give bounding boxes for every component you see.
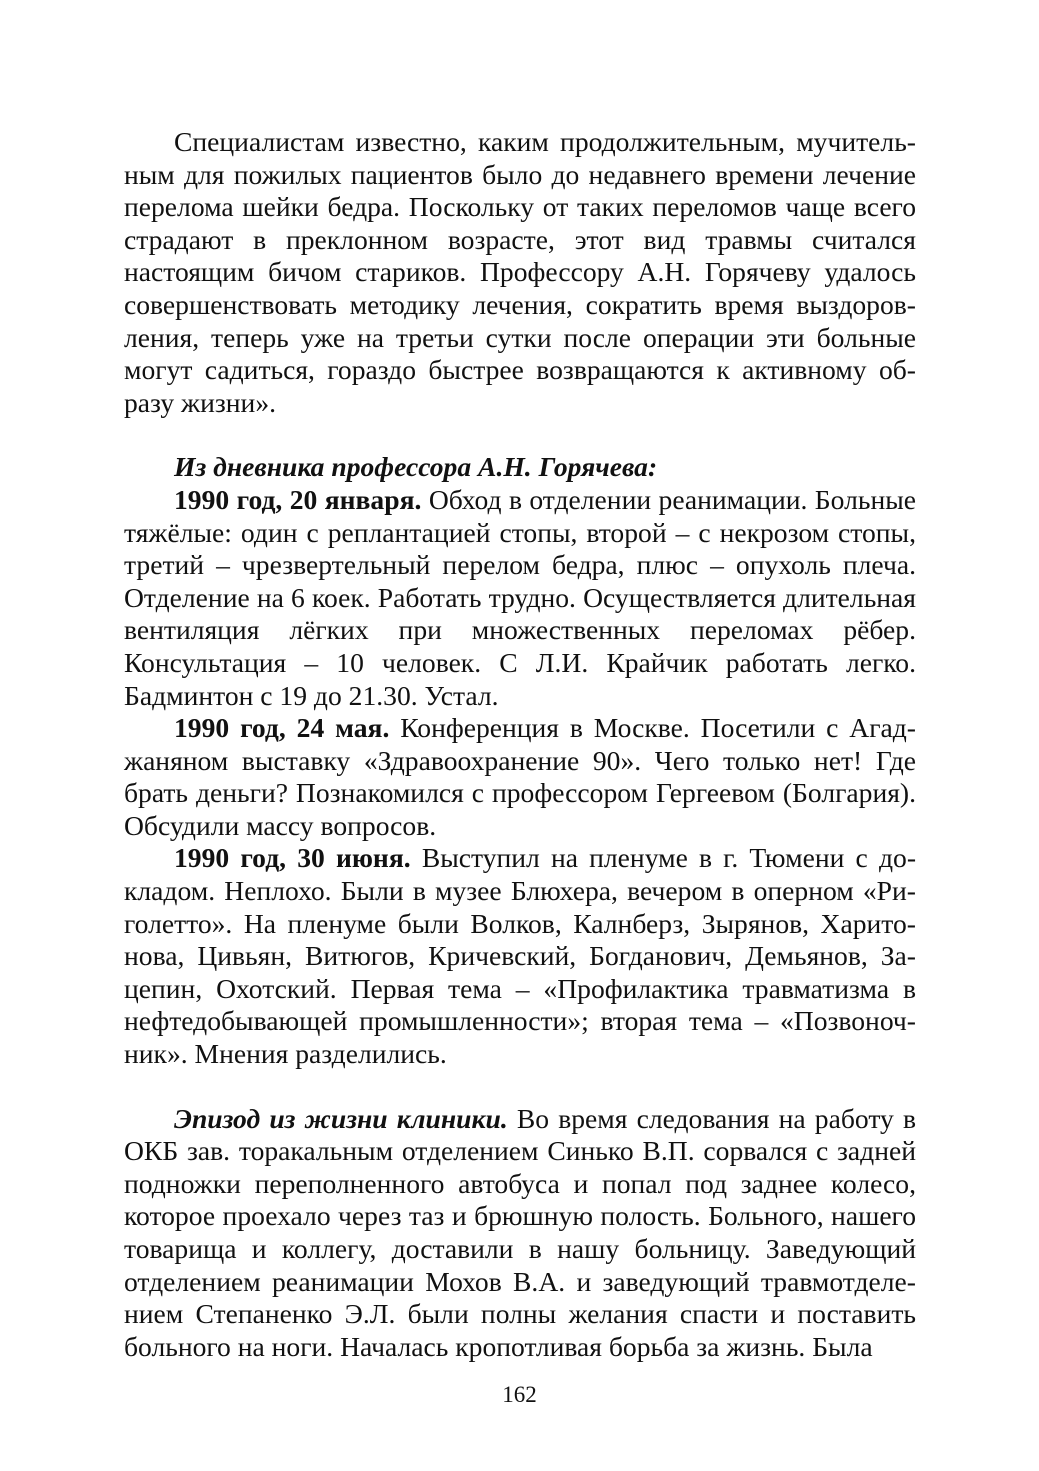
diary-entry-text: Обход в отделении реанимации. Больные тяжёлые: один с реплантацией стопы, второй – с некрозом стопы, третий – чрезвертельный перелом бедра, плюс – опухоль плеча. Отделение на 6 коек. Работать трудно. Осуществляется длительная вентиляция лёгких при множественных переломах рёбер. Консультация – 10 человек. С Л.И. Крайчик работать легко. Бадминтон с 19 до 21.30. Устал. (124, 483, 916, 711)
page-number: 162 (502, 1382, 537, 1407)
diary-entry-text: Выступил на пленуме в г. Тюмени с докладом. Неплохо. Были в музее Блюхера, вечером в оперном «Риголетто». На пленуме были Волков, Калнберз, Зырянов, Харитонова, Цивьян, Витюгов, Кричевский, Богданович, Демьянов, Зацепин, Охотский. Первая тема – «Профилактика травматизма в нефтедобывающей промышленности»; вторая тема – «Позвоночник». Мнения разделились. (124, 842, 917, 1070)
diary-heading: Из дневника профессора А.Н. Горячева: (174, 451, 658, 483)
page-body (124, 126, 916, 1363)
section-spacer (124, 1071, 916, 1103)
section-spacer (124, 419, 916, 451)
diary-entry-3 (124, 842, 916, 1070)
episode-paragraph (124, 1103, 916, 1364)
episode-heading: Эпизод из жизни клиники. (174, 1102, 508, 1134)
diary-entry-text: Конференция в Москве. Посетили с Агаджаняном выставку «Здравоохранение 90». Чего только нет! Где брать деньги? Познакомился с профессором Гергеевом (Болгария). Обсудили массу вопросов. (124, 712, 916, 841)
diary-entry-date: 1990 год, 30 июня. (174, 842, 411, 874)
diary-entry-date: 1990 год, 24 мая. (174, 712, 390, 744)
diary-entry-2 (124, 712, 916, 842)
intro-paragraph: Специалистам известно, каким продолжительным, мучительным для пожилых пациентов было до недавнего времени лечение перелома шейки бедра. Поскольку от таких переломов чаще всего страдают в преклонном возрасте, этот вид травмы считался настоящим бичом стариков. Профессору А.Н. Горячеву удалось совершенствовать методику лечения, сократить время выздоровления, теперь уже на третьи сутки после операции эти больные могут садиться, гораздо быстрее возвращаются к активному образу жизни». (124, 126, 916, 418)
episode-text: Во время следования на работу в ОКБ зав. торакальным отделением Синько В.П. сорвался с задней подножки переполненного автобуса и попал под заднее колесо, которое проехало через таз и брюшную полость. Больного, нашего товарища и коллегу, доставили в нашу больницу. Заведующий отделением реанимации Мохов В.А. и заведующий травмотделением Степаненко Э.Л. были полны желания спасти и поставить больного на ноги. Началась кропотливая борьба за жизнь. Была (124, 1102, 916, 1362)
diary-entry-date: 1990 год, 20 января. (174, 483, 422, 515)
diary-entry-1 (124, 484, 916, 712)
